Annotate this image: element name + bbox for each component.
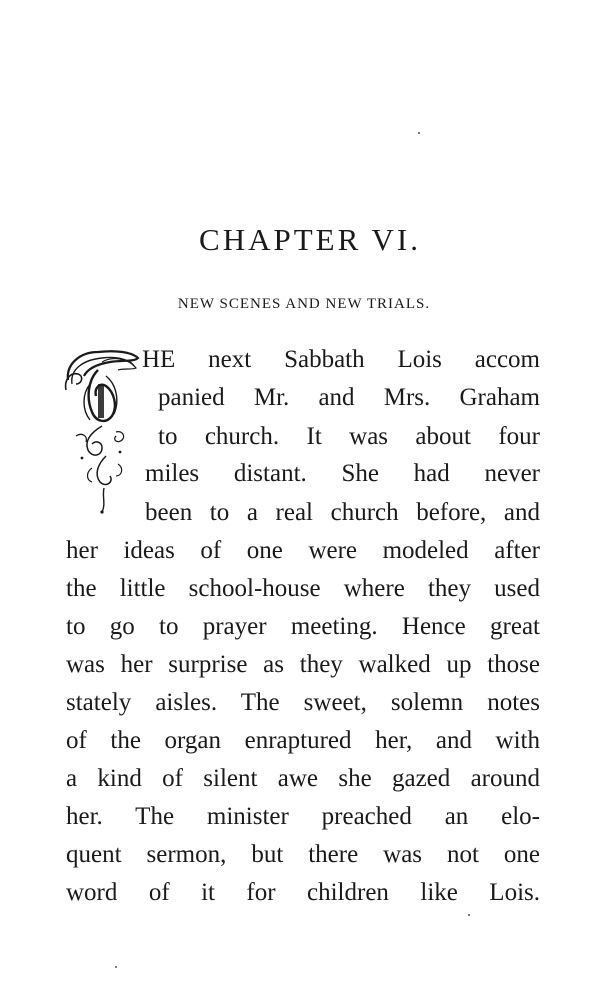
body-line: quent sermon, but there was not one bbox=[66, 841, 540, 868]
body-line: stately aisles. The sweet, solemn notes bbox=[66, 689, 540, 716]
body-line: HE next Sabbath Lois accom bbox=[142, 346, 540, 373]
drop-cap-ornament-icon bbox=[62, 340, 140, 516]
body-line: the little school-house where they used bbox=[66, 575, 540, 602]
body-line: panied Mr. and Mrs. Graham bbox=[158, 384, 540, 411]
body-line: to go to prayer meeting. Hence great bbox=[66, 613, 540, 640]
chapter-subtitle: NEW SCENES AND NEW TRIALS. bbox=[177, 296, 431, 312]
print-speck bbox=[418, 132, 420, 134]
body-line: of the organ enraptured her, and with bbox=[66, 727, 540, 754]
body-line: miles distant. She had never bbox=[145, 460, 540, 487]
body-line: to church. It was about four bbox=[158, 423, 540, 450]
body-line: word of it for children like Lois. bbox=[66, 879, 540, 906]
print-speck bbox=[115, 966, 117, 968]
print-speck bbox=[468, 914, 470, 916]
body-line: her. The minister preached an elo- bbox=[66, 803, 540, 830]
body-line: was her surprise as they walked up those bbox=[66, 651, 540, 678]
ornamental-drop-cap bbox=[62, 340, 140, 516]
body-line: her ideas of one were modeled after bbox=[66, 537, 540, 564]
chapter-title: CHAPTER VI. bbox=[199, 222, 421, 257]
body-line: a kind of silent awe she gazed around bbox=[66, 765, 540, 792]
body-line: been to a real church before, and bbox=[145, 499, 540, 526]
